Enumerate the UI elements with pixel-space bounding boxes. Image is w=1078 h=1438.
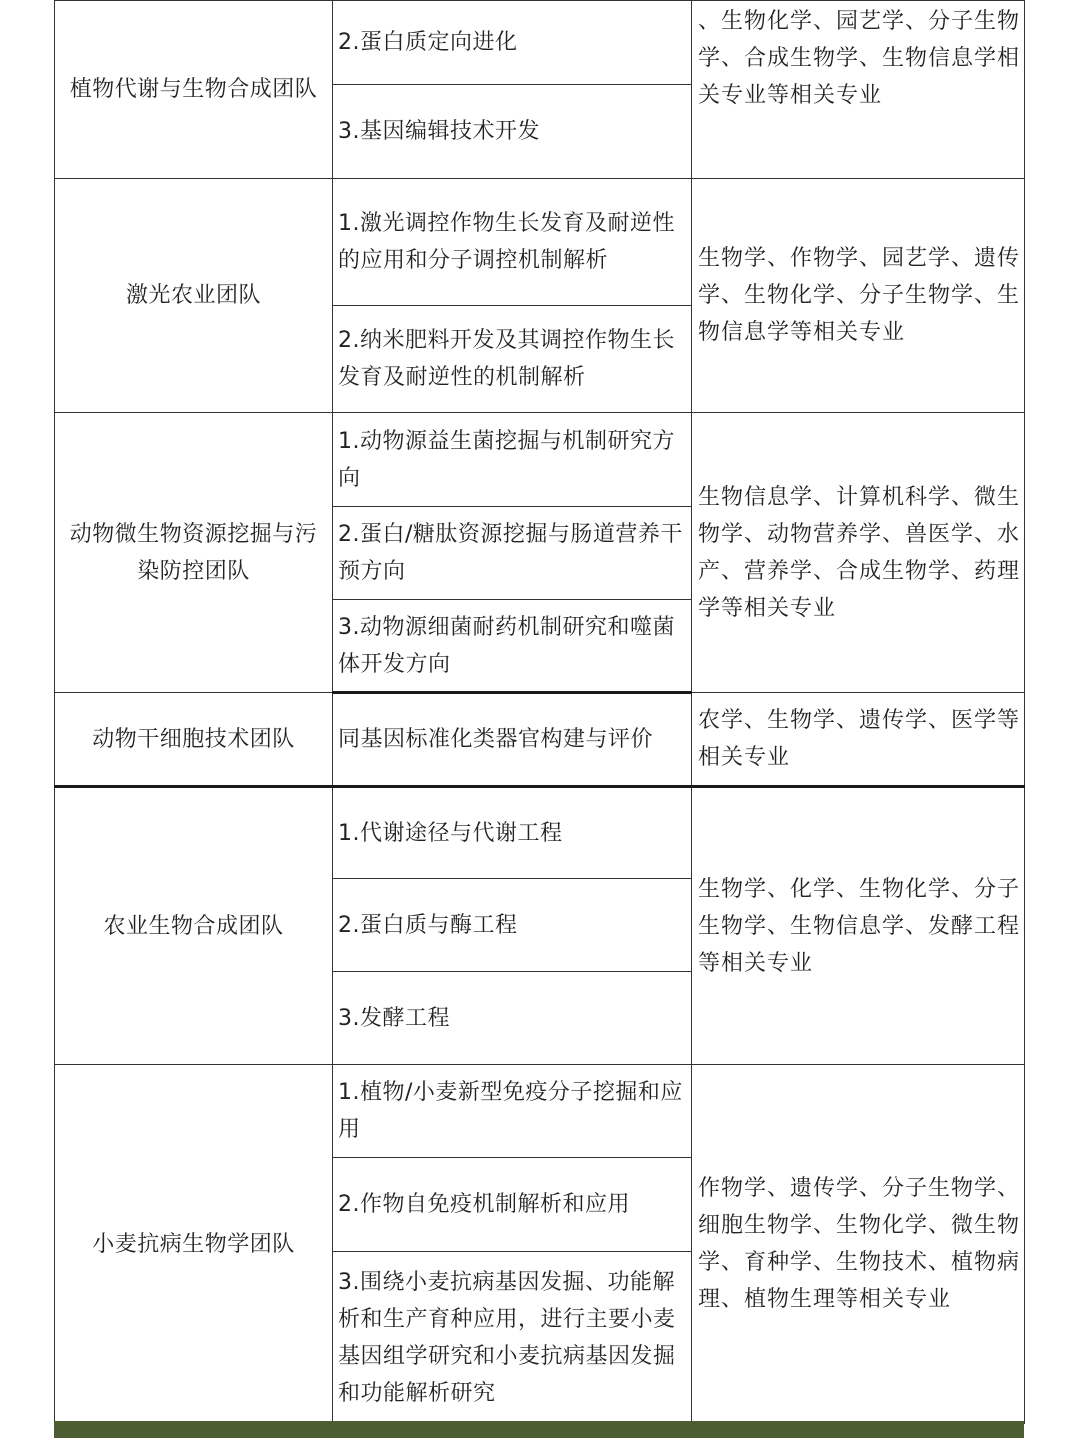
research-direction-cell: 2.蛋白质与酶工程 [333, 879, 692, 972]
team-name-cell: 小麦抗病生物学团队 [55, 1065, 333, 1424]
majors-cell: 生物学、作物学、园艺学、遗传学、生物化学、分子生物学、生物信息学等相关专业 [692, 179, 1025, 413]
research-direction-cell: 2.蛋白质定向进化 [333, 1, 692, 85]
research-direction-cell: 3.基因编辑技术开发 [333, 85, 692, 179]
research-direction-cell: 3.动物源细菌耐药机制研究和噬菌体开发方向 [333, 600, 692, 693]
research-direction-cell: 同基因标准化类器官构建与评价 [333, 693, 692, 787]
research-direction-cell: 3.发酵工程 [333, 972, 692, 1065]
team-name-cell: 动物干细胞技术团队 [55, 693, 333, 787]
research-direction-cell: 3.围绕小麦抗病基因发掘、功能解析和生产育种应用，进行主要小麦基因组学研究和小麦抗病基因发掘和功能解析研究 [333, 1252, 692, 1424]
research-direction-cell: 2.作物自免疫机制解析和应用 [333, 1158, 692, 1252]
majors-cell: 农学、生物学、遗传学、医学等相关专业 [692, 693, 1025, 787]
recruitment-table [54, 0, 1025, 1424]
research-direction-cell: 1.动物源益生菌挖掘与机制研究方向 [333, 413, 692, 507]
team-name-cell: 激光农业团队 [55, 179, 333, 413]
research-direction-cell: 1.植物/小麦新型免疫分子挖掘和应用 [333, 1065, 692, 1158]
majors-cell: 作物学、遗传学、分子生物学、细胞生物学、生物化学、微生物学、育种学、生物技术、植物病理、植物生理等相关专业 [692, 1065, 1025, 1424]
team-name-cell: 植物代谢与生物合成团队 [55, 1, 333, 179]
team-name-cell: 农业生物合成团队 [55, 787, 333, 1065]
research-direction-cell: 2.蛋白/糖肽资源挖掘与肠道营养干预方向 [333, 507, 692, 600]
team-name-cell: 动物微生物资源挖掘与污染防控团队 [55, 413, 333, 693]
majors-cell: 生物信息学、计算机科学、微生物学、动物营养学、兽医学、水产、营养学、合成生物学、药理学等相关专业 [692, 413, 1025, 693]
footer-color-bar [54, 1421, 1024, 1438]
research-direction-cell: 1.代谢途径与代谢工程 [333, 787, 692, 879]
majors-cell: 生物学、化学、生物化学、分子生物学、生物信息学、发酵工程等相关专业 [692, 787, 1025, 1065]
majors-cell: 、生物化学、园艺学、分子生物学、合成生物学、生物信息学相关专业等相关专业 [692, 1, 1025, 179]
research-direction-cell: 2.纳米肥料开发及其调控作物生长发育及耐逆性的机制解析 [333, 306, 692, 413]
research-direction-cell: 1.激光调控作物生长发育及耐逆性的应用和分子调控机制解析 [333, 179, 692, 306]
recruitment-table-container [54, 0, 1024, 1438]
